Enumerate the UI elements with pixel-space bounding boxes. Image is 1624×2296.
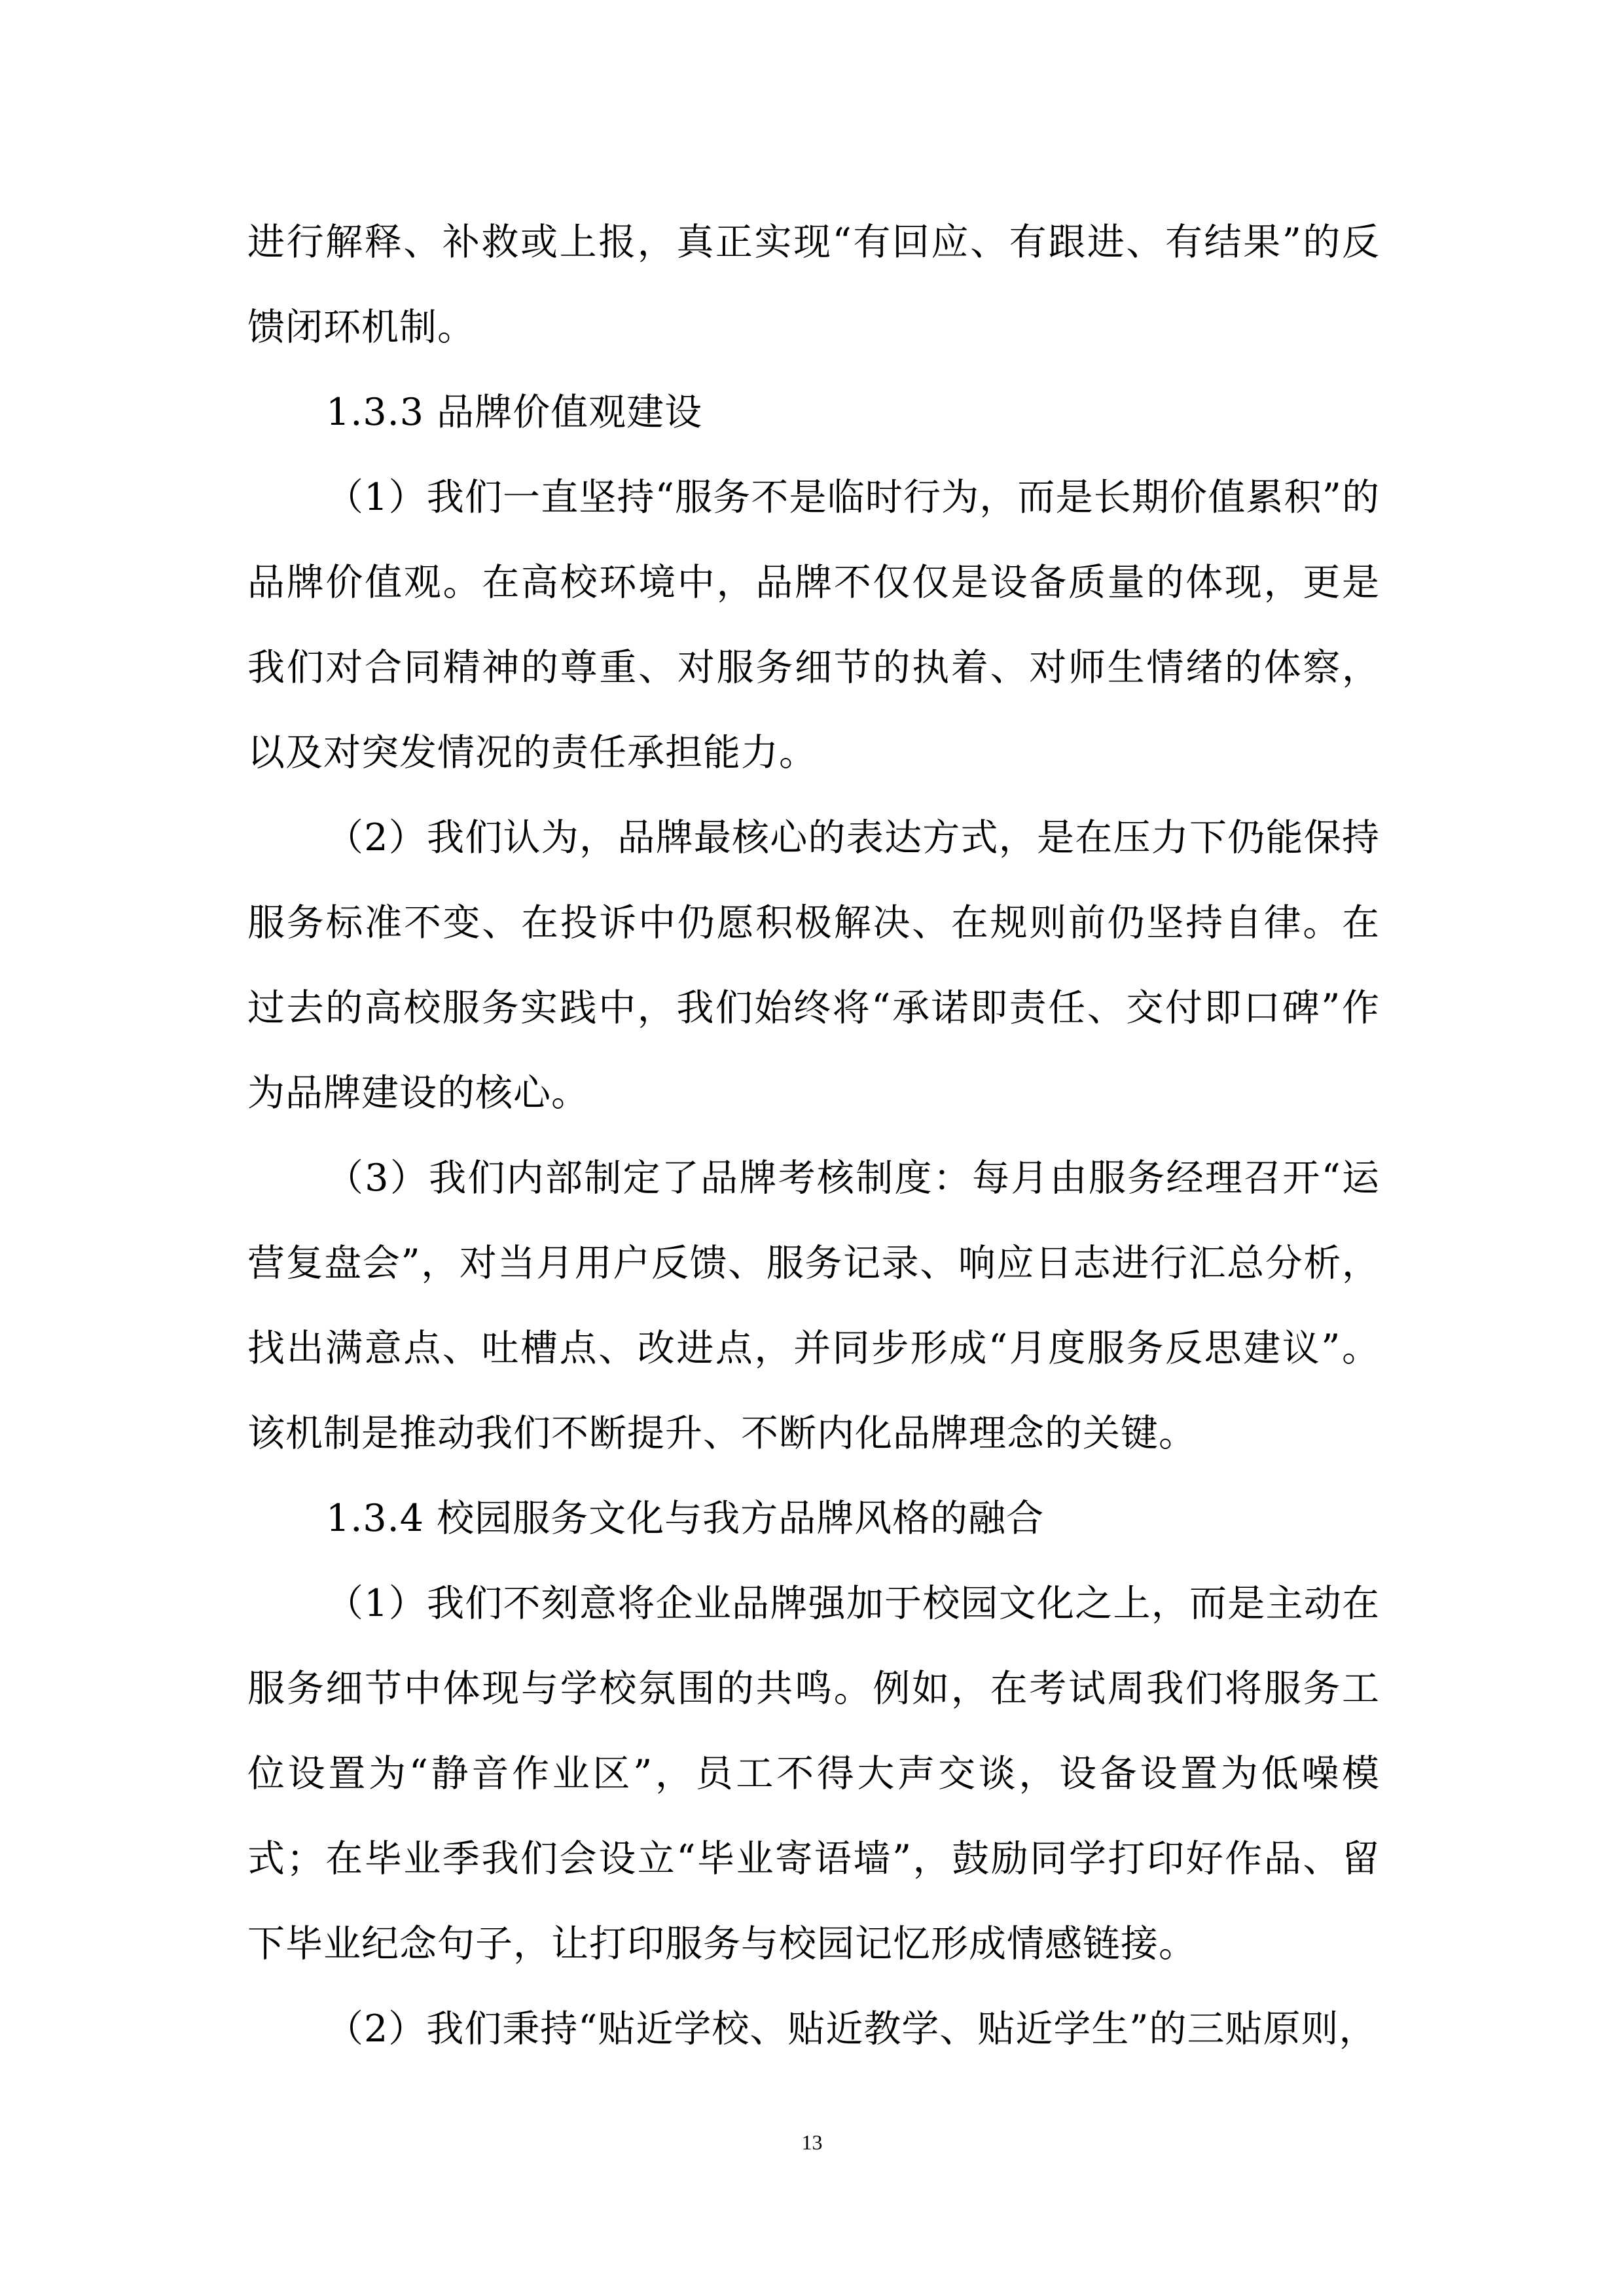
- paragraph-5: （2）我们秉持“贴近学校、贴近教学、贴近学生”的三贴原则，: [326, 2007, 1377, 2051]
- paragraph-4: （1）我们不刻意将企业品牌强加于校园文化之上，而是主动在服务细节中体现与学校氛围的共鸣。例如，在考试周我们将服务工位设置为“静音作业区”，员工不得大声交谈，设备设置为低噪模式；在毕业季我们会设立“毕业寄语墙”，鼓励同学打印好作品、留下毕业纪念句子，让打印服务与校园记忆形成情感链接。: [247, 1582, 1380, 1965]
- page-number: 13: [801, 2130, 823, 2154]
- body-text: [247, 200, 1380, 2072]
- paragraph-1: （1）我们一直坚持“服务不是临时行为，而是长期价值累积”的品牌价值观。在高校环境中，品牌不仅仅是设备质量的体现，更是我们对合同精神的尊重、对服务细节的执着、对师生情绪的体察，以及对突发情况的责任承担能力。: [247, 476, 1380, 774]
- section-heading-1-3-4: 1.3.4 校园服务文化与我方品牌风格的融合: [326, 1497, 1045, 1540]
- paragraph-2: （2）我们认为，品牌最核心的表达方式，是在压力下仍能保持服务标准不变、在投诉中仍愿积极解决、在规则前仍坚持自律。在过去的高校服务实践中，我们始终将“承诺即责任、交付即口碑”作为品牌建设的核心。: [247, 816, 1380, 1115]
- continuation-paragraph: 进行解释、补救或上报，真正实现“有回应、有跟进、有结果”的反馈闭环机制。: [247, 221, 1380, 349]
- paragraph-3: （3）我们内部制定了品牌考核制度：每月由服务经理召开“运营复盘会”，对当月用户反馈、服务记录、响应日志进行汇总分析，找出满意点、吐槽点、改进点，并同步形成“月度服务反思建议”。该机制是推动我们不断提升、不断内化品牌理念的关键。: [247, 1157, 1380, 1455]
- section-heading-1-3-3: 1.3.3 品牌价值观建设: [326, 391, 703, 434]
